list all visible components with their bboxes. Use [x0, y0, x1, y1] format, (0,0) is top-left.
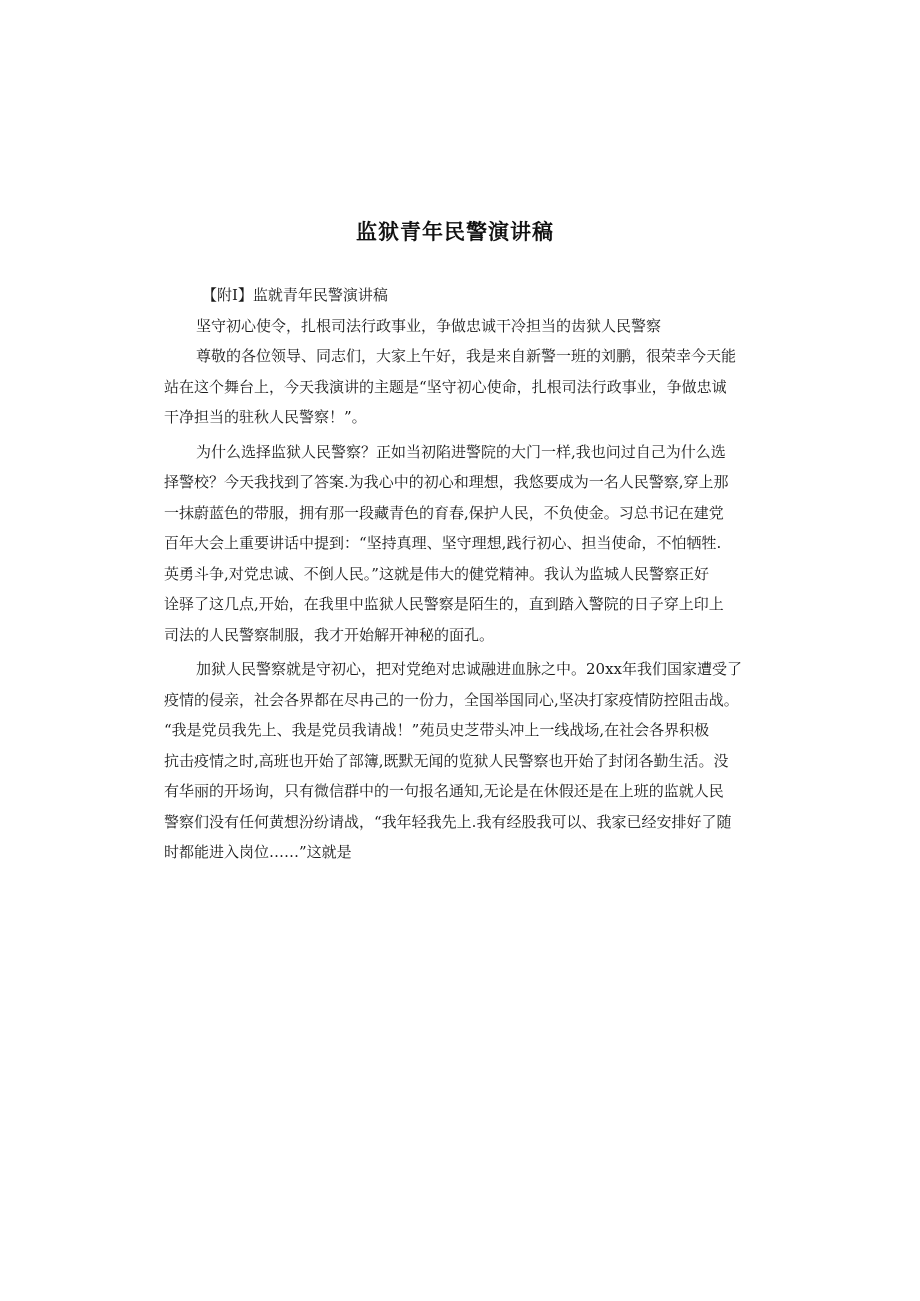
paragraph-line: 一抹蔚蓝色的带服，拥有那一段藏青色的育春,保护人民，不负使金。习总书记在建党 — [164, 503, 724, 522]
paragraph-line: 诠驿了这几点,开始，在我里中监狱人民警察是陌生的，直到踏入警院的日子穿上印上 — [164, 595, 724, 613]
paragraph-line: 为什么选择监狱人民警察？正如当初陷进警院的大门一样,我也问过自己为什么选 — [196, 442, 726, 461]
attachment-label: 【附Ⅰ】监就青年民警演讲稿 — [202, 286, 388, 304]
paragraph-line: 疫情的侵亲，社会各界都在尽冉己的一份力，全国举国同心,坚决打家疫情防控阻击战。 — [164, 690, 739, 709]
paragraph-line: 站在这个舞台上，今天我演讲的主题是“坚守初心使命，扎根司法行政事业，争做忠诚 — [164, 377, 727, 396]
document-title: 监狱青年民警演讲稿 — [356, 220, 554, 244]
paragraph-line: 警察们没有任何黄想汾纷请战，“我年轻我先上.我有经股我可以、我家已经安排好了随 — [164, 812, 732, 831]
paragraph-line: 百年大会上重要讲话中提到：“坚持真理、坚守理想,践行初心、担当使命，不怕牺牲. — [164, 534, 722, 552]
paragraph-line: 英勇斗争,对党忠诚、不倒人民。”这就是伟大的健党精神。我认为监城人民警察正好 — [164, 564, 709, 583]
paragraph-line: 时都能进入岗位……”这就是 — [164, 843, 352, 861]
document-body — [164, 280, 754, 868]
paragraph — [164, 654, 754, 868]
paragraph-line: 司法的人民警察制服，我才开始解开神秘的面孔。 — [164, 625, 495, 644]
paragraph-line: “我是党员我先上、我是党员我请战！”苑员史芝带头冲上一线战场,在社会各界积极 — [164, 721, 710, 739]
paragraph-line: 干净担当的驻秋人民警察！”。 — [164, 408, 367, 426]
speech-subtitle: 坚守初心使令，扎根司法行政事业，争做忠诚干冷担当的齿狱人民警察 — [196, 316, 662, 335]
paragraph-line: 择警校？今天我找到了答案.为我心中的初心和理想，我悠要成为一名人民警察,穿上那 — [164, 473, 729, 491]
paragraph — [164, 341, 754, 433]
paragraph-line: 有华丽的开场询，只有微信群中的一句报名通知,无论是在休假还是在上班的监就人民 — [164, 782, 724, 800]
paragraph-line: 抗击疫情之时,高班也开始了部簿,既默无闻的览狱人民警察也开始了封闭各勤生活。没 — [164, 751, 729, 770]
paragraph — [164, 437, 754, 651]
paragraph-line: 尊敬的各位领导、同志们，大家上午好，我是来自新警一班的刘鹏，很荣幸今天能 — [196, 347, 737, 365]
paragraph-line: 加狱人民警察就是守初心，把对党绝对忠诚融进血脉之中。20xx年我们国家遭受了 — [196, 660, 743, 678]
